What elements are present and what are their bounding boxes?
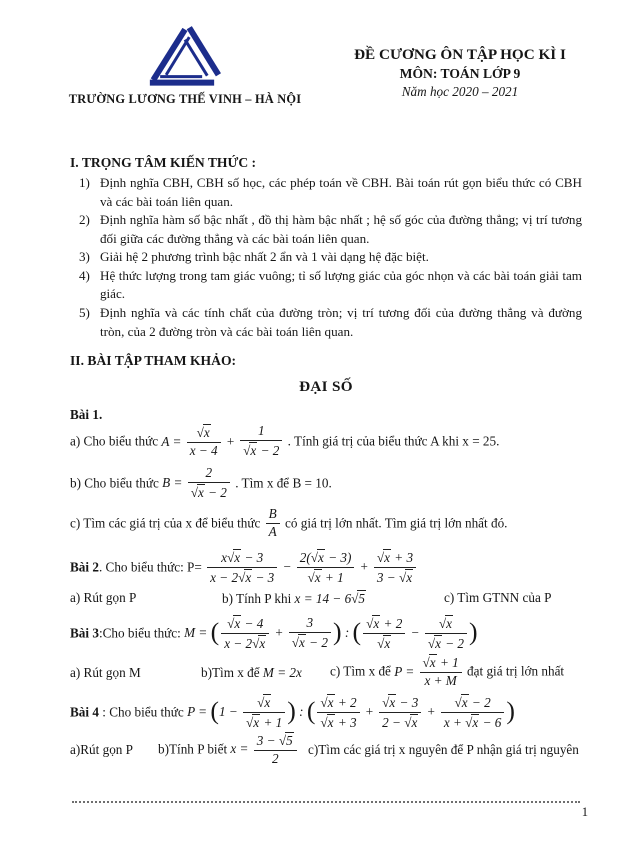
algebra-heading: ĐẠI SỐ	[299, 378, 353, 396]
part-c-text-after: có giá trị lớn nhất. Tìm giá trị lớn nhất đó.	[281, 515, 508, 531]
knowledge-focus-list	[70, 174, 582, 341]
section2-heading: II. BÀI TẬP THAM KHẢO:	[70, 353, 237, 369]
problem2-intro: . Cho biểu thức: P=	[98, 559, 206, 575]
problem2-part-a: a) Rút gọn P	[70, 590, 137, 606]
document-body	[0, 155, 644, 767]
problem4-intro: : Cho biểu thức	[98, 704, 188, 720]
problem3-intro: :Cho biểu thức:	[98, 625, 185, 641]
problem1-part-a	[70, 425, 582, 460]
part-b-text-after: . Tìm x để B = 10.	[231, 475, 332, 491]
part-a-text: a) Cho biểu thức	[70, 433, 162, 449]
problem1-part-b	[70, 464, 582, 502]
document-header	[0, 0, 644, 107]
problem2-part-c: c) Tìm GTNN của P	[444, 590, 552, 606]
problem2-part-b	[222, 590, 444, 607]
problem3-statement	[70, 616, 582, 653]
part-c-text: c) Tìm x để	[330, 663, 395, 679]
list-item: Định nghĩa hàm số bậc nhất , đồ thị hàm bậc nhất ; hệ số góc của đường thẳng; vị trí tương đối giữa các đường thẳng và các bài toán liên quan.	[100, 212, 582, 246]
problem3-part-a: a) Rút gọn M	[70, 664, 141, 680]
document-title: ĐỀ CƯƠNG ÔN TẬP HỌC KÌ I	[354, 46, 566, 63]
formula-P-max: P = $\frac{√x + 1}{x + M}$	[394, 664, 464, 679]
problem2-label: Bài 2	[70, 559, 99, 575]
formula-M: M = ( $\frac{√x - 4}{x - 2√x}$ + $\frac{3}{√x - 2}$ ) : ( $\frac{√x + 2}{√x}$ − $\frac{√x}{√x - 2}$ )	[184, 614, 478, 651]
problem1-part-c	[70, 508, 582, 541]
list-item: Giải hệ 2 phương trình bậc nhất 2 ẩn và 1 vài dạng hệ đặc biệt.	[100, 249, 429, 265]
problem4-part-b	[158, 733, 308, 768]
formula-x-value4: x = $\frac{3 - √5}{2}$	[230, 741, 298, 756]
list-item: Hệ thức lượng trong tam giác vuông; tỉ số lượng giác của góc nhọn và các bài toán giải tam giác.	[100, 267, 582, 302]
list-item: Định nghĩa và các tính chất của đường tròn; vị trí tương đối của đường thẳng và đường tròn, của 2 đường tròn và các bài toán liên quan.	[100, 305, 582, 339]
formula-B: B = $\frac{2}{√x - 2}$	[162, 475, 232, 490]
part-b-text: b)Tính P biết	[158, 741, 231, 757]
formula-A: A = $\frac{√x}{x - 4}$ + $\frac{1}{√x - 2}$	[161, 434, 284, 449]
school-name: TRƯỜNG LƯƠNG THẾ VINH – HÀ NỘI	[68, 92, 302, 106]
part-b-text: b)Tìm x để	[201, 664, 263, 680]
problem4-parts-row	[70, 733, 582, 768]
formula-P: $\frac{x√x - 3}{x - 2√x - 3}$ − $\frac{2(√x - 3)}{√x + 1}$ + $\frac{√x + 3}{3 - √x}$	[205, 559, 418, 574]
title-block	[334, 24, 586, 107]
problem3-part-c	[330, 655, 582, 690]
problem1-label: Bài 1.	[70, 407, 103, 423]
school-year: Năm học 2020 – 2021	[401, 84, 519, 99]
problem2-parts-row	[70, 590, 582, 607]
formula-x-value: x = 14 − 6√5	[294, 590, 366, 606]
school-logo-triangle-icon	[141, 26, 229, 86]
school-block	[62, 24, 308, 107]
formula-M-eq-2x: M = 2x	[262, 664, 302, 680]
problem3-parts-row	[70, 655, 582, 690]
footer-dotted-divider	[72, 801, 580, 803]
part-b-text: b) Tính P khi	[222, 590, 295, 606]
part-b-text: b) Cho biểu thức	[70, 475, 163, 491]
part-a-text-after: . Tính giá trị của biểu thức A khi x = 25.	[284, 433, 500, 449]
problem2-statement	[70, 550, 582, 587]
list-item: Định nghĩa CBH, CBH số học, các phép toán về CBH. Bài toán rút gọn biểu thức có CBH và các bài toán liên quan.	[100, 175, 582, 209]
formula-P4: P = (1 − $\frac{√x}{√x + 1}$ ) : ( $\frac{√x + 2}{√x + 3}$ + $\frac{√x - 3}{2 - √x}$ + $\frac{√x - 2}{x + √x - 6}$ )	[187, 695, 515, 730]
problem4-part-a: a)Rút gọn P	[70, 742, 134, 758]
problem3-label: Bài 3	[70, 625, 99, 641]
section1-heading: I. TRỌNG TÂM KIẾN THỨC :	[70, 155, 257, 170]
formula-B-over-A: $\frac{B}{A}$	[264, 516, 282, 531]
part-c-text-after: đạt giá trị lớn nhất	[463, 663, 565, 679]
problem3-part-b	[201, 665, 330, 681]
page-number: 1	[581, 805, 588, 819]
problem4-label: Bài 4	[70, 704, 99, 720]
problem4-statement	[70, 695, 582, 732]
problem4-part-c: c)Tìm các giá trị x nguyên để P nhận giá trị nguyên	[308, 742, 579, 758]
part-c-text: c) Tìm các giá trị của x để biểu thức	[70, 515, 264, 531]
document-subject: MÔN: TOÁN LỚP 9	[399, 66, 521, 81]
